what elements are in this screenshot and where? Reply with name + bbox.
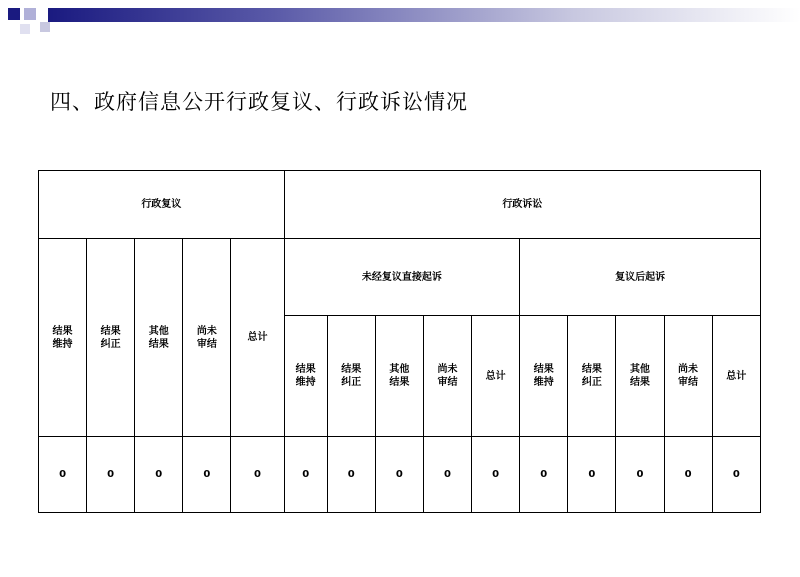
after-col-header: 尚未审结 [664, 316, 712, 437]
logo-square-2 [24, 8, 36, 20]
review-col-header: 尚未审结 [183, 239, 231, 437]
value-cell: 0 [520, 437, 568, 513]
litigation-header: 行政诉讼 [284, 171, 760, 239]
value-cell: 0 [568, 437, 616, 513]
report-table [38, 170, 761, 513]
direct-col-header: 总计 [472, 316, 520, 437]
header-band [48, 8, 800, 22]
value-cell: 0 [423, 437, 471, 513]
direct-col-header: 结果纠正 [327, 316, 375, 437]
logo-square-4 [20, 24, 30, 34]
value-cell: 0 [39, 437, 87, 513]
value-cell: 0 [664, 437, 712, 513]
review-col-header: 结果纠正 [87, 239, 135, 437]
value-cell: 0 [327, 437, 375, 513]
logo-square-3 [40, 22, 50, 32]
after-col-header: 结果维持 [520, 316, 568, 437]
after-col-header: 其他结果 [616, 316, 664, 437]
logo-square-1 [8, 8, 20, 20]
value-cell: 0 [135, 437, 183, 513]
after-review-suit-header: 复议后起诉 [520, 239, 761, 316]
direct-col-header: 结果维持 [284, 316, 327, 437]
after-col-header: 总计 [712, 316, 760, 437]
direct-col-header: 其他结果 [375, 316, 423, 437]
review-header: 行政复议 [39, 171, 285, 239]
direct-col-header: 尚未审结 [423, 316, 471, 437]
direct-suit-header: 未经复议直接起诉 [284, 239, 520, 316]
value-cell: 0 [231, 437, 284, 513]
after-col-header: 结果纠正 [568, 316, 616, 437]
value-cell: 0 [472, 437, 520, 513]
review-col-header: 其他结果 [135, 239, 183, 437]
review-col-header: 总计 [231, 239, 284, 437]
review-col-header: 结果维持 [39, 239, 87, 437]
value-cell: 0 [87, 437, 135, 513]
value-cell: 0 [183, 437, 231, 513]
value-cell: 0 [616, 437, 664, 513]
value-cell: 0 [375, 437, 423, 513]
value-cell: 0 [712, 437, 760, 513]
value-cell: 0 [284, 437, 327, 513]
page-title: 四、政府信息公开行政复议、行政诉讼情况 [50, 90, 468, 114]
